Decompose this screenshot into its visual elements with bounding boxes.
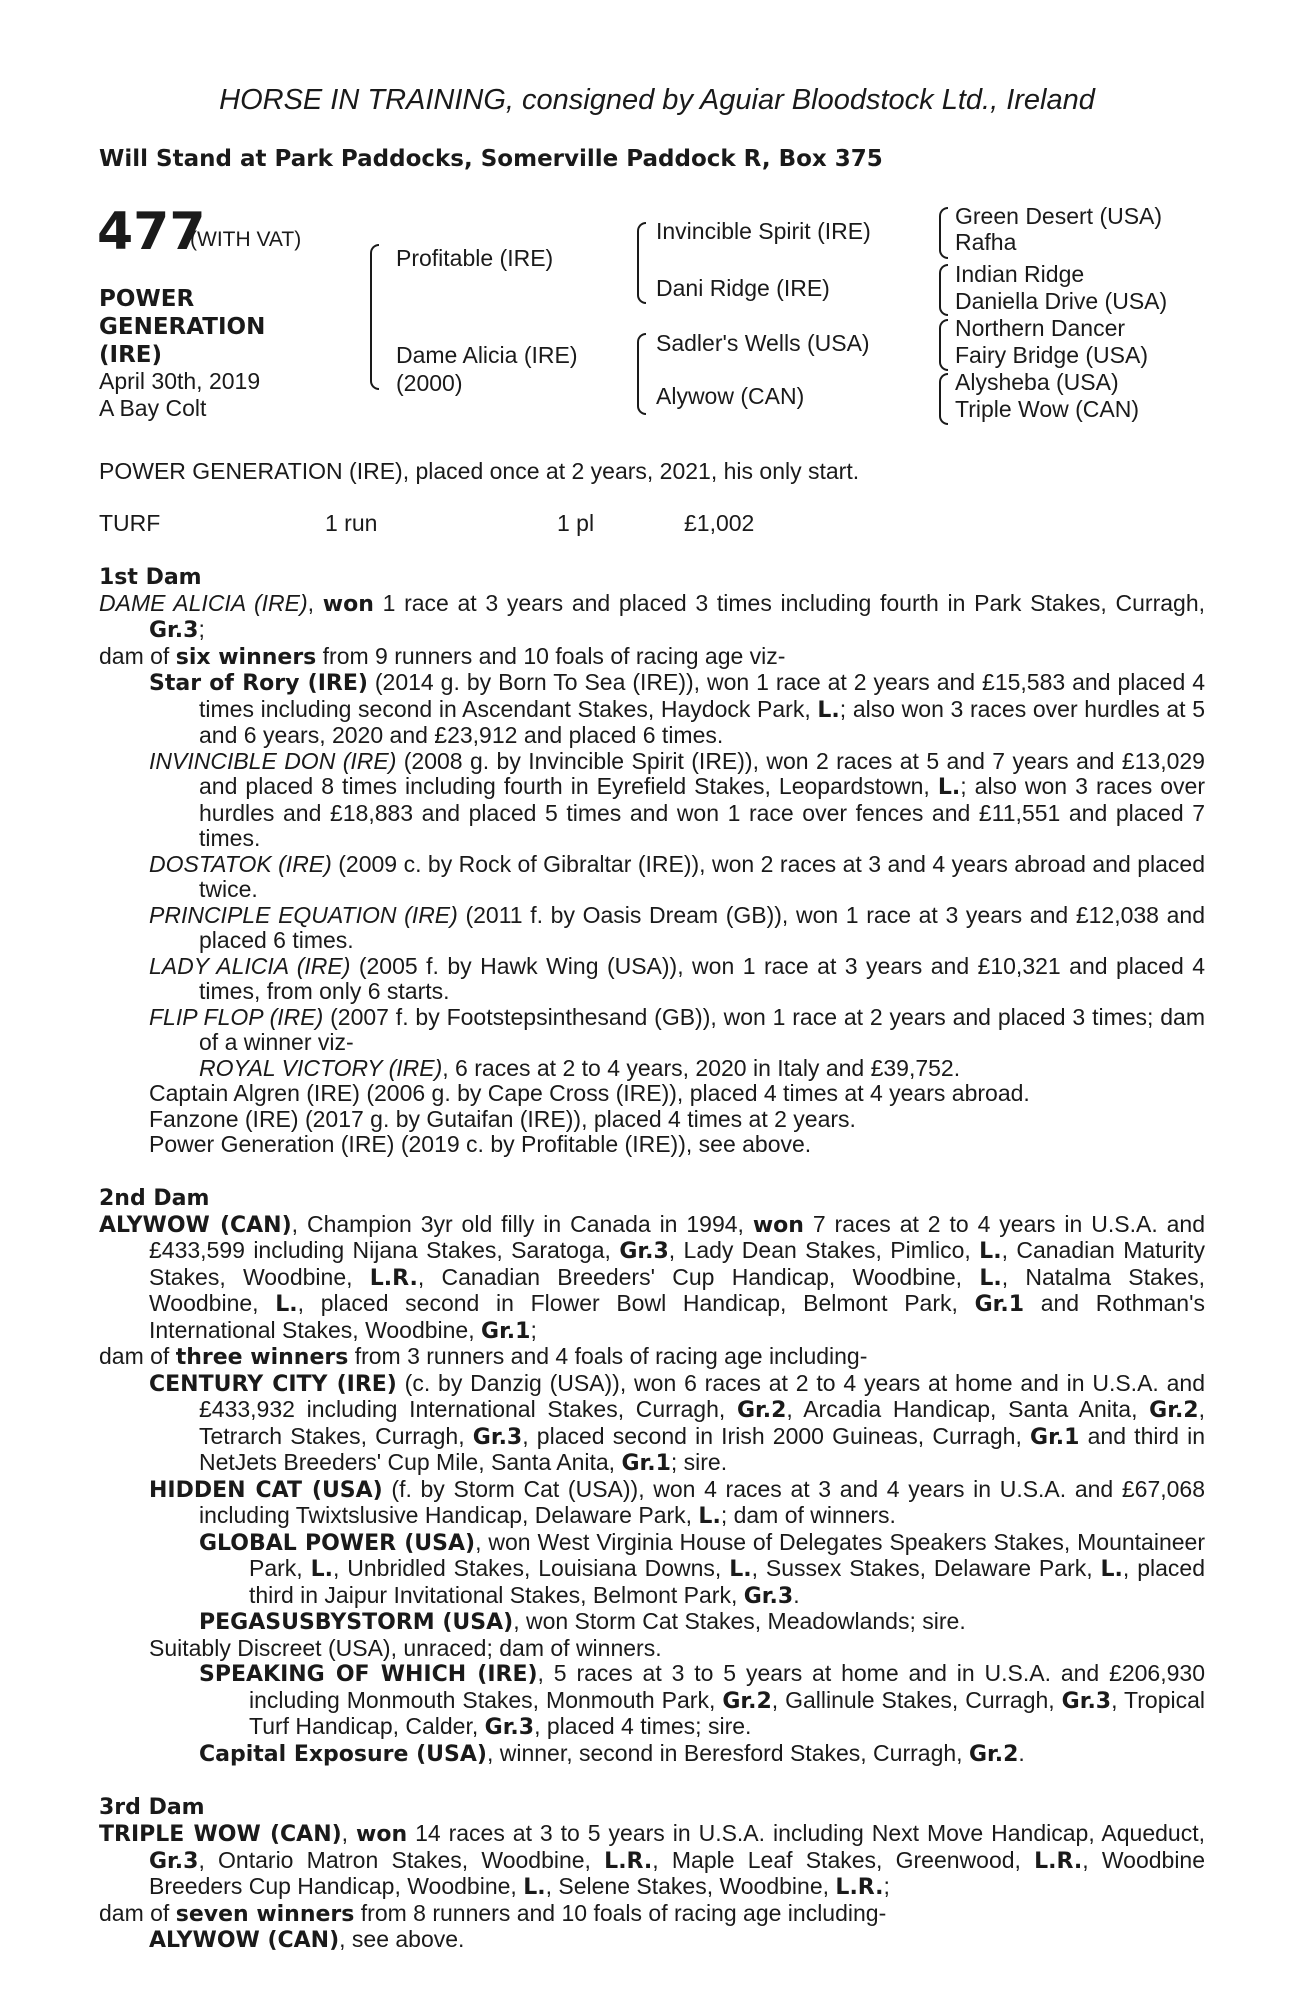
produce-name: ALYWOW (CAN) (149, 1928, 340, 1953)
race-record (99, 511, 1205, 537)
grade-label: L.R. (369, 1265, 418, 1291)
pedigree-gg3: Indian Ridge (955, 261, 1085, 287)
text-fragment: ; sire. (670, 1449, 728, 1475)
grade-label: Gr.2 (968, 1741, 1019, 1767)
text-fragment: . (1018, 1739, 1025, 1766)
produce-name: CENTURY CITY (IRE) (149, 1371, 397, 1397)
text-fragment: ; also won 3 races over hurdles at 5 and 6 years, 2020 and £23,912 and placed 6 times. (199, 695, 1205, 748)
stand-location: Will Stand at Park Paddocks, Somerville Paddock R, Box 375 (99, 146, 883, 172)
produce-entry (149, 749, 1205, 852)
first-dam-paragraph (99, 591, 1205, 644)
text-fragment: , winner, second in Beresford Stakes, Curragh, (486, 1739, 969, 1766)
produce-name: GLOBAL POWER (USA) (199, 1530, 476, 1556)
text-fragment: , Unbridled Stakes, Louisiana Downs, (332, 1555, 730, 1581)
text-fragment: , placed second in Flower Bowl Handicap, Belmont Park, (297, 1290, 975, 1316)
pedigree-dam-year: (2000) (396, 370, 463, 396)
grade-label: Gr.1 (621, 1451, 671, 1476)
won-label: won (356, 1822, 408, 1847)
brace-g2 (939, 264, 948, 316)
text-fragment: , placed second in Irish 2000 Guineas, Curragh, (522, 1422, 1031, 1449)
pedigree-dam-sire: Sadler's Wells (USA) (656, 330, 870, 356)
produce-name: PRINCIPLE EQUATION (IRE) (149, 901, 458, 928)
text-fragment: , see above. (339, 1926, 465, 1952)
record-places: 1 pl (557, 509, 595, 536)
produce-entry-grand (199, 1530, 1205, 1610)
text-fragment: , Champion 3yr old filly in Canada in 1994, (291, 1210, 753, 1237)
produce-entry-grand (199, 1609, 1205, 1636)
produce-name: PEGASUSBYSTORM (USA) (199, 1610, 514, 1635)
produce-name: Capital Exposure (USA) (199, 1741, 487, 1767)
produce-name: FLIP FLOP (IRE) (149, 1003, 324, 1030)
text-fragment: from 9 runners and 10 foals of racing age viz- (316, 642, 786, 669)
text-fragment: , Arcadia Handicap, Santa Anita, (786, 1396, 1150, 1422)
produce-entry-grand (199, 1661, 1205, 1741)
grade-label: Gr.3 (743, 1583, 794, 1609)
vat-note: (WITH VAT) (190, 228, 302, 251)
grade-label: Gr.1 (974, 1292, 1025, 1317)
text-fragment: , Selene Stakes, Woodbine, (545, 1873, 836, 1899)
text-fragment: , placed 4 times; sire. (534, 1713, 752, 1739)
pedigree-sire-dam: Dani Ridge (IRE) (656, 275, 830, 301)
text-fragment: 14 races at 3 to 5 years in U.S.A. including Next Move Handicap, Aqueduct, (407, 1820, 1205, 1846)
text-fragment: . (793, 1581, 800, 1608)
grade-label: Gr.3 (619, 1239, 669, 1264)
won-label: won (322, 591, 374, 617)
grade-label: L.R. (1034, 1848, 1083, 1874)
pedigree-gg5: Northern Dancer (955, 315, 1126, 341)
produce-entry (149, 1371, 1205, 1477)
grade-label: Gr.3 (484, 1715, 535, 1740)
grade-label: L. (698, 1504, 721, 1529)
pedigree-dam: Dame Alicia (IRE) (396, 342, 578, 368)
text-fragment: dam of (99, 1899, 176, 1926)
text-fragment: from 3 runners and 4 foals of racing age including- (348, 1343, 868, 1369)
text-fragment: , (307, 589, 323, 616)
brace-g3 (939, 319, 948, 371)
first-dam-heading: 1st Dam (99, 564, 202, 590)
grade-label: Gr.3 (472, 1424, 523, 1450)
text-fragment: (f. by Storm Cat (USA)), won 4 races at 3 and 4 years in U.S.A. and £67,068 including Twixtslusive Handicap, Delaware Park, (199, 1475, 1206, 1528)
first-dam-produce-summary (99, 644, 1205, 671)
text-fragment: 7 races at 2 to 4 years in U.S.A. and £433,599 including Nijana Stakes, Saratoga, (149, 1210, 1205, 1263)
page-heading: HORSE IN TRAINING, consigned by Aguiar Bloodstock Ltd., Ireland (219, 84, 1095, 116)
pedigree-dam-dam: Alywow (CAN) (656, 383, 805, 409)
text-fragment: , Sussex Stakes, Delaware Park, (751, 1555, 1101, 1581)
winners-count: six winners (175, 644, 317, 670)
produce-name: ROYAL VICTORY (IRE) (199, 1054, 443, 1081)
produce-name: INVINCIBLE DON (IRE) (149, 747, 397, 774)
pedigree-gg6: Fairy Bridge (USA) (955, 342, 1148, 368)
grade-label: L. (817, 697, 840, 723)
text-fragment: , placed third in Jaipur Invitational Stakes, Belmont Park, (249, 1555, 1205, 1608)
text-fragment: , Lady Dean Stakes, Pimlico, (668, 1237, 980, 1263)
grade-label: L. (310, 1557, 333, 1582)
text-fragment: 1 race at 3 years and placed 3 times including fourth in Park Stakes, Curragh, (373, 589, 1205, 616)
text-fragment: dam of (99, 642, 176, 669)
horse-name-line-2: GENERATION (99, 314, 266, 340)
grade-label: L. (523, 1875, 546, 1900)
pedigree-gg2: Rafha (955, 229, 1017, 255)
produce-name: LADY ALICIA (IRE) (149, 952, 351, 979)
produce-entry: Suitably Discreet (USA), unraced; dam of winners. (149, 1634, 662, 1661)
foaling-date: April 30th, 2019 (99, 368, 261, 394)
text-fragment: , 6 races at 2 to 4 years, 2020 in Italy and £39,752. (442, 1054, 961, 1081)
grade-label: L. (729, 1557, 752, 1582)
text-fragment: and Rothman's International Stakes, Woodbine, (149, 1290, 1205, 1343)
third-dam-produce-summary (99, 1901, 1205, 1928)
grade-label: Gr.3 (149, 618, 199, 643)
grade-label: L.R. (835, 1875, 884, 1900)
grade-label: L. (979, 1265, 1002, 1291)
brace-sire-dam (370, 244, 379, 390)
foal-info (99, 368, 260, 422)
produce-name: SPEAKING OF WHICH (IRE) (199, 1662, 538, 1687)
record-runs: 1 run (325, 509, 378, 536)
grade-label: Gr.1 (481, 1318, 531, 1344)
text-fragment: ; also won 3 races over hurdles and £18,883 and placed 5 times and won 1 race over fences and £11,551 and placed 7 times. (199, 773, 1205, 851)
grade-label: L. (275, 1292, 298, 1317)
grade-label: Gr.2 (736, 1398, 787, 1423)
text-fragment: dam of (99, 1343, 176, 1369)
text-fragment: ; (198, 616, 205, 642)
first-dam-name: DAME ALICIA (IRE) (99, 589, 308, 616)
text-fragment: (2014 g. by Born To Sea (IRE)), won 1 race at 2 years and £15,583 and placed 4 times including second in Ascendant Stakes, Haydock Park, (199, 669, 1205, 722)
record-earnings: £1,002 (684, 509, 755, 536)
produce-entry (149, 954, 1205, 1005)
text-fragment: ; (530, 1316, 537, 1343)
horse-name (99, 285, 265, 369)
text-fragment: , Ontario Matron Stakes, Woodbine, (198, 1846, 605, 1873)
third-dam-heading: 3rd Dam (99, 1795, 205, 1820)
horse-description: A Bay Colt (99, 395, 207, 421)
grade-label: L. (1100, 1557, 1123, 1582)
second-dam-name: ALYWOW (CAN) (99, 1212, 292, 1238)
horse-name-line-3: (IRE) (99, 342, 163, 368)
grade-label: L. (979, 1239, 1002, 1264)
grade-label: Gr.3 (149, 1848, 199, 1874)
grade-label: Gr.2 (1149, 1398, 1199, 1423)
brace-g4 (939, 373, 948, 425)
produce-name: Star of Rory (IRE) (149, 671, 368, 696)
text-fragment: , won West Virginia House of Delegates Speakers Stakes, Mountaineer Park, (249, 1528, 1205, 1581)
won-label: won (752, 1212, 804, 1238)
text-fragment: , won Storm Cat Stakes, Meadowlands; sire. (513, 1608, 966, 1634)
winners-count: seven winners (175, 1901, 355, 1927)
grade-label: Gr.2 (722, 1688, 772, 1714)
pedigree-sire-sire: Invincible Spirit (IRE) (656, 218, 871, 244)
race-summary: POWER GENERATION (IRE), placed once at 2 years, 2021, his only start. (99, 458, 860, 484)
text-fragment: ; dam of winners. (720, 1502, 896, 1528)
catalogue-body (99, 459, 1205, 1954)
horse-name-line-1: POWER (99, 286, 195, 312)
text-fragment: ; (883, 1873, 890, 1899)
brace-g1 (939, 207, 948, 259)
text-fragment: (2005 f. by Hawk Wing (USA)), won 1 race at 3 years and £10,321 and placed 4 times, from only 6 starts. (199, 952, 1206, 1004)
pedigree-gg8: Triple Wow (CAN) (955, 396, 1140, 422)
produce-entry: Fanzone (IRE) (2017 g. by Gutaifan (IRE)), placed 4 times at 2 years. (149, 1105, 856, 1132)
second-dam-produce-summary (99, 1344, 1205, 1371)
text-fragment: (2009 c. by Rock of Gibraltar (IRE)), won 2 races at 3 and 4 years abroad and placed twice. (199, 850, 1206, 902)
grade-label: Gr.3 (1061, 1688, 1112, 1714)
text-fragment: (2007 f. by Footstepsinthesand (GB)), won 1 race at 2 years and placed 3 times; dam of a winner viz- (199, 1003, 1205, 1055)
brace-sire-line (637, 222, 646, 304)
winners-count: three winners (175, 1345, 349, 1370)
text-fragment: , (341, 1820, 357, 1846)
pedigree-gg4: Daniella Drive (USA) (955, 288, 1168, 314)
text-fragment: , Tetrarch Stakes, Curragh, (199, 1396, 1205, 1449)
text-fragment: from 8 runners and 10 foals of racing age including- (354, 1899, 887, 1926)
pedigree-gg7: Alysheba (USA) (955, 369, 1119, 395)
second-dam-paragraph (99, 1212, 1205, 1345)
grade-label: Gr.1 (1030, 1424, 1080, 1450)
brace-dam-line (637, 333, 646, 415)
produce-entry (149, 1927, 1205, 1954)
text-fragment: , Canadian Maturity Stakes, Woodbine, (149, 1237, 1205, 1290)
grade-label: L. (937, 775, 961, 800)
text-fragment: (2011 f. by Oasis Dream (GB)), won 1 race at 3 years and £12,038 and placed 6 times. (199, 901, 1206, 953)
produce-entry-grand (199, 1741, 1205, 1768)
text-fragment: (c. by Danzig (USA)), won 6 races at 2 to 4 years at home and in U.S.A. and £433,932 including International Stakes, Curragh, (199, 1369, 1205, 1422)
record-surface: TURF (99, 509, 161, 536)
lot-number: 477 (97, 202, 206, 262)
produce-entry: Power Generation (IRE) (2019 c. by Profitable (IRE)), see above. (149, 1131, 812, 1157)
grade-label: L.R. (604, 1848, 653, 1874)
text-fragment: , Gallinule Stakes, Curragh, (771, 1686, 1062, 1713)
text-fragment: , Natalma Stakes, Woodbine, (149, 1263, 1205, 1316)
second-dam-heading: 2nd Dam (99, 1185, 210, 1211)
produce-name: HIDDEN CAT (USA) (149, 1477, 383, 1503)
text-fragment: , Tropical Turf Handicap, Calder, (249, 1686, 1205, 1739)
text-fragment: and third in NetJets Breeders' Cup Mile, Santa Anita, (199, 1422, 1205, 1475)
produce-entry (149, 1477, 1205, 1530)
text-fragment: , Canadian Breeders' Cup Handicap, Woodbine, (417, 1263, 980, 1290)
produce-name: DOSTATOK (IRE) (149, 850, 332, 877)
text-fragment: (2008 g. by Invincible Spirit (IRE)), won 2 races at 5 and 7 years and £13,029 and placed 8 times including fourth in Eyrefield Stakes, Leopardstown, (199, 747, 1205, 799)
produce-entry (149, 852, 1205, 903)
produce-entry (149, 1005, 1205, 1056)
pedigree-gg1: Green Desert (USA) (955, 203, 1163, 229)
pedigree-sire: Profitable (IRE) (396, 245, 554, 271)
produce-entry (149, 903, 1205, 954)
produce-entry (149, 670, 1205, 749)
text-fragment: , Maple Leaf Stakes, Greenwood, (652, 1846, 1035, 1873)
produce-entry-grand (199, 1056, 1205, 1082)
third-dam-paragraph (99, 1821, 1205, 1901)
third-dam-name: TRIPLE WOW (CAN) (99, 1822, 342, 1847)
text-fragment: , Woodbine Breeders Cup Handicap, Woodbine, (149, 1846, 1206, 1899)
produce-entry: Captain Algren (IRE) (2006 g. by Cape Cross (IRE)), placed 4 times at 4 years abroad. (149, 1080, 1030, 1106)
text-fragment: , 5 races at 3 to 5 years at home and in U.S.A. and £206,930 including Monmouth Stakes, Monmouth Park, (249, 1660, 1205, 1713)
